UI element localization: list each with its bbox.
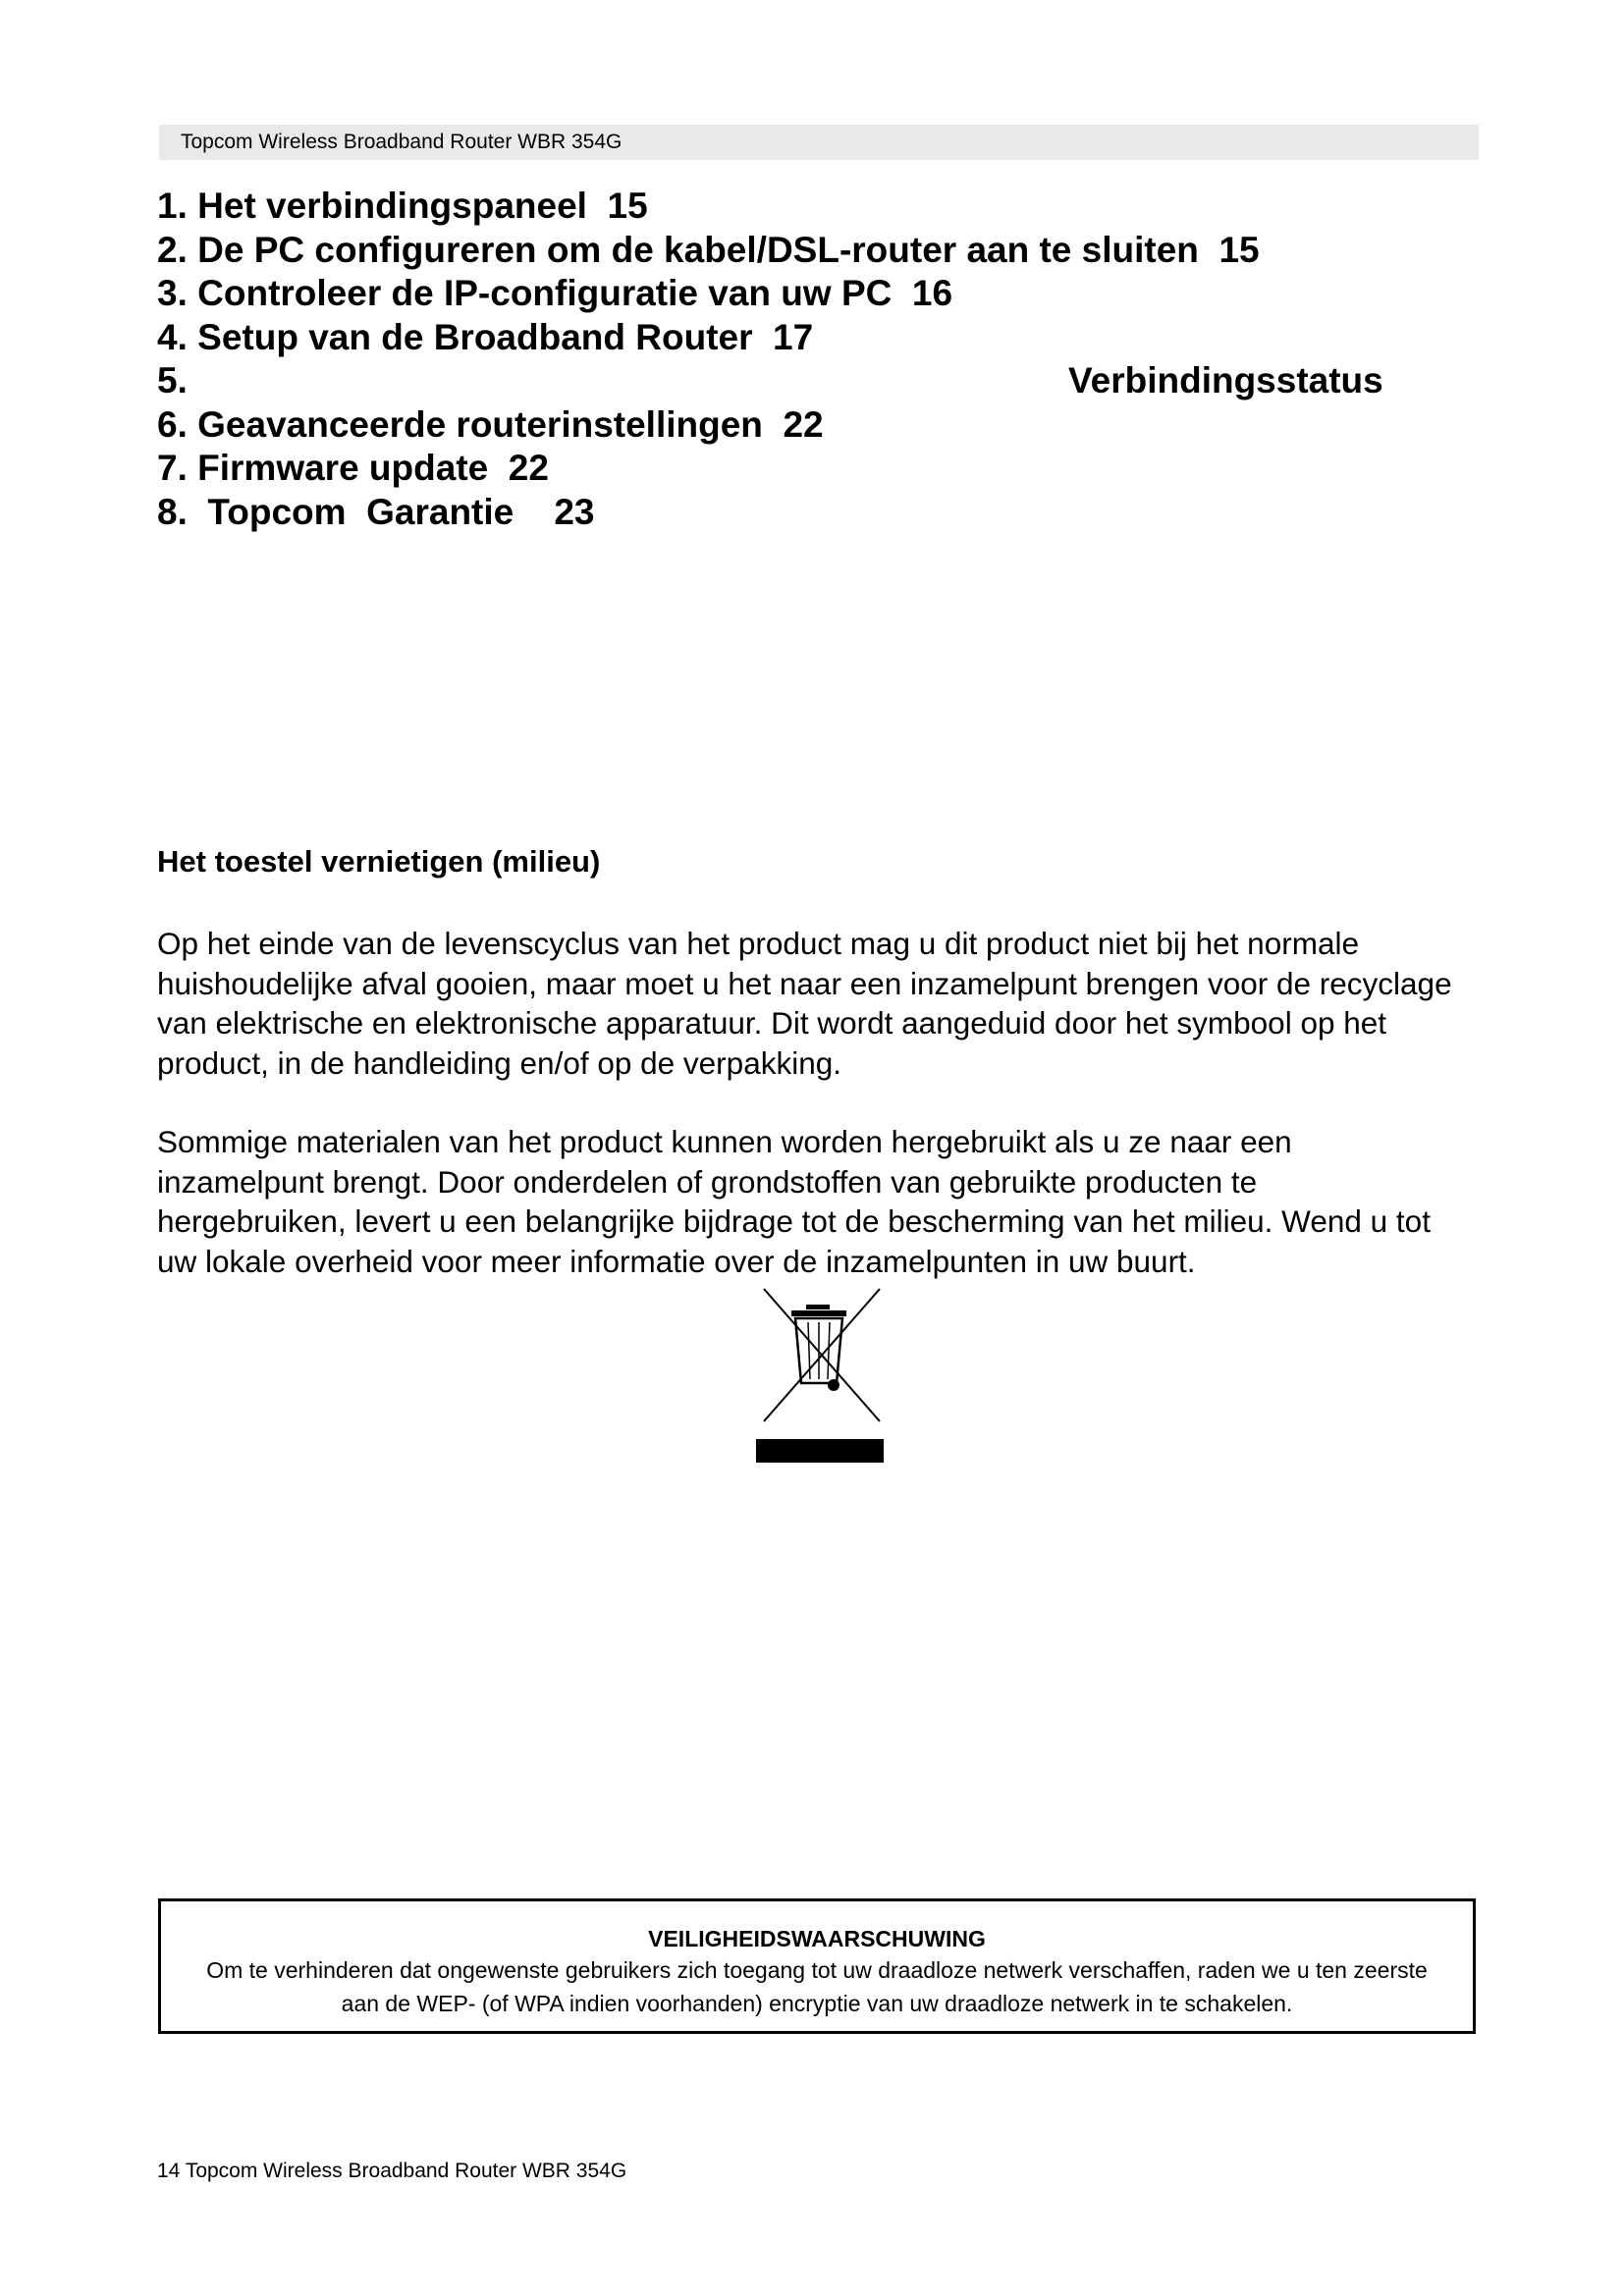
toc-page: 22	[508, 448, 549, 488]
warning-text: Om te verhinderen dat ongewenste gebruikers zich toegang tot uw draadloze netwerk verschaffen, raden we u ten zeerste aan de WEP- (of WPA indien voorhanden) encryptie van uw draadloze netwerk in te schakelen.	[206, 1957, 1428, 2016]
toc-number: 1.	[157, 186, 188, 226]
toc-title: Topcom Garantie	[207, 491, 514, 532]
toc-item-5[interactable]	[157, 359, 1384, 403]
toc-item-8[interactable]	[157, 491, 1384, 535]
environment-heading: Het toestel vernietigen (milieu)	[157, 844, 601, 879]
toc-item-3[interactable]	[157, 272, 1384, 316]
toc-page: 17	[773, 316, 814, 357]
toc-number: 8.	[157, 491, 188, 532]
toc-title: Verbindingsstatus	[1068, 360, 1383, 400]
toc-title: De PC configureren om de kabel/DSL-router aan te sluiten	[197, 229, 1199, 270]
toc-page: 16	[911, 273, 953, 313]
toc-title: Geavanceerde routerinstellingen	[197, 403, 763, 445]
toc-number: 7.	[157, 448, 188, 488]
toc-number: 5.	[157, 360, 188, 400]
toc-title: Controleer de IP-configuratie van uw PC	[197, 273, 893, 313]
environment-paragraph-2: Sommige materialen van het product kunnen worden hergebruikt als u ze naar een inzamelpunt brengt. Door onderdelen of grondstoffen van gebruikte producten te hergebruiken, levert u een belangrijke bijdrage tot de bescherming van het milieu. Wend u tot uw lokale overheid voor meer informatie over de inzamelpunten in uw buurt.	[157, 1124, 1431, 1279]
toc-page: 23	[554, 491, 595, 532]
toc-number: 3.	[157, 273, 188, 313]
warning-title: VEILIGHEIDSWAARSCHUWING	[648, 1926, 986, 1951]
toc-item-7[interactable]	[157, 447, 1384, 491]
toc-item-2[interactable]	[157, 229, 1384, 273]
toc-title: Het verbindingspaneel	[197, 186, 587, 226]
toc-number: 6.	[157, 403, 188, 445]
weee-crossed-bin-icon	[752, 1281, 890, 1464]
toc-number: 2.	[157, 229, 188, 270]
toc-title: Firmware update	[197, 448, 489, 488]
toc-item-1[interactable]	[157, 185, 1384, 229]
page-header	[159, 125, 1479, 160]
toc-title: Setup van de Broadband Router	[197, 316, 753, 357]
toc-page: 15	[607, 186, 648, 226]
header-title: Topcom Wireless Broadband Router WBR 354G	[181, 131, 623, 153]
security-warning-box	[158, 1898, 1476, 2034]
toc-item-4[interactable]	[157, 316, 1384, 360]
environment-paragraph-1: Op het einde van de levenscyclus van het product mag u dit product niet bij het normale huishoudelijke afval gooien, maar moet u het naar een inzamelpunt brengen voor de recyclage van elektrische en elektronische apparatuur. Dit wordt aangeduid door het symbool op het product, in de handleiding en/of op de verpakking.	[157, 926, 1452, 1081]
toc-item-6[interactable]	[157, 403, 1384, 448]
toc-number: 4.	[157, 316, 188, 357]
page-footer: 14 Topcom Wireless Broadband Router WBR 354G	[157, 2160, 627, 2182]
toc-page: 22	[783, 403, 824, 445]
table-of-contents	[157, 185, 1384, 534]
toc-page: 15	[1218, 229, 1260, 270]
